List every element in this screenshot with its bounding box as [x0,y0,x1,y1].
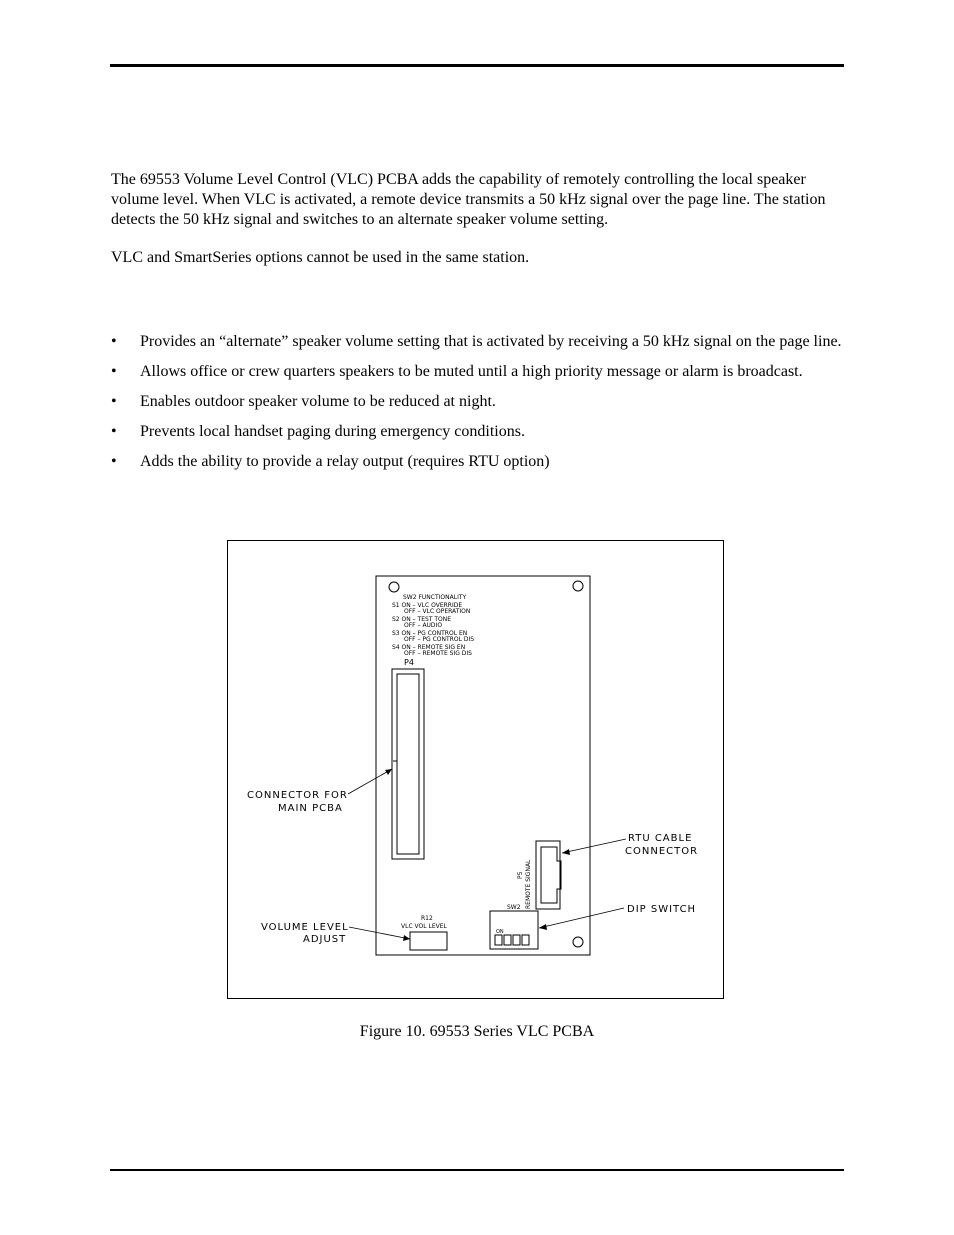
list-item [111,362,846,381]
sw2-label: SW2 [507,904,521,911]
intro-paragraph: The 69553 Volume Level Control (VLC) PCBA adds the capability of remotely controlling the local speaker volume level. When VLC is activated, a remote device transmits a 50 kHz signal over the page line. The station detects the 50 kHz signal and switches to an alternate speaker volume setting. [111,171,826,228]
sw2-legend-line: OFF – AUDIO [404,622,443,629]
rtu-callout: RTU CABLE [628,833,693,844]
bullet-icon: • [111,453,117,470]
sw2-legend-line: OFF – REMOTE SIG DIS [404,650,472,657]
p4-connector-inner [397,674,419,854]
dip-toggle [513,935,520,945]
mounting-hole-icon [389,582,399,592]
figure-frame [227,540,724,999]
compatibility-note: VLC and SmartSeries options cannot be used in the same station. [111,249,530,266]
callout-leader [348,769,392,794]
dip-toggle [522,935,529,945]
bullet-icon: • [111,333,117,350]
feature-list [111,332,846,482]
rtu-callout: CONNECTOR [625,846,699,857]
feature-text: Provides an “alternate” speaker volume setting that is activated by receiving a 50 kHz signal on the page line. [140,333,842,350]
feature-text: Prevents local handset paging during emergency conditions. [140,423,525,440]
p5-connector-inner [541,847,561,903]
connector-main-callout: CONNECTOR FOR [247,790,348,801]
dip-toggle [504,935,511,945]
sw2-on-label: ON [496,929,504,935]
pcba-diagram [228,541,725,1000]
header-rule [110,64,844,67]
dip-switch-callout: DIP SWITCH [627,904,697,915]
bullet-icon: • [111,423,117,440]
arrowhead-icon [562,849,570,855]
feature-text: Allows office or crew quarters speakers to be muted until a high priority message or alarm is broadcast. [140,363,803,380]
footer-rule [110,1169,844,1171]
sw2-legend-line: S2 ON – TEST TONE [392,616,452,623]
arrowhead-icon [539,924,547,930]
list-item [111,392,846,411]
vlc-vol-level-label: VLC VOL LEVEL [401,923,447,930]
p5-label: P5 [517,871,524,879]
sw2-legend-line: OFF – VLC OPERATION [404,608,471,615]
sw2-legend-line: S1 ON – VLC OVERRIDE [392,602,463,609]
remote-signal-label: REMOTE SIGNAL [525,859,532,909]
volume-callout: VOLUME LEVEL [261,922,349,933]
callout-leader [562,839,626,853]
sw2-legend-line: OFF – PG CONTROL DIS [404,636,475,643]
sw2-legend-line: S3 ON – PG CONTROL EN [392,630,468,637]
bullet-icon: • [111,393,117,410]
dip-toggle [495,935,502,945]
arrowhead-icon [403,935,410,941]
mounting-hole-icon [573,937,583,947]
list-item [111,422,846,441]
callout-leader [539,908,624,928]
figure-caption: Figure 10. 69553 Series VLC PCBA [359,1023,595,1040]
sw2-legend-line: S4 ON – REMOTE SIG EN [392,644,466,651]
feature-text: Enables outdoor speaker volume to be reduced at night. [140,393,496,410]
sw2-legend-title: SW2 FUNCTIONALITY [403,594,467,601]
volume-callout: ADJUST [303,934,347,945]
mounting-hole-icon [573,581,583,591]
list-item [111,332,846,351]
connector-main-callout: MAIN PCBA [278,803,343,814]
feature-text: Adds the ability to provide a relay output (requires RTU option) [140,453,550,470]
p4-label: P4 [404,658,414,667]
list-item [111,452,846,471]
r12-label: R12 [421,915,433,922]
r12-potentiometer [410,932,447,950]
p5-connector [536,841,560,909]
bullet-icon: • [111,363,117,380]
